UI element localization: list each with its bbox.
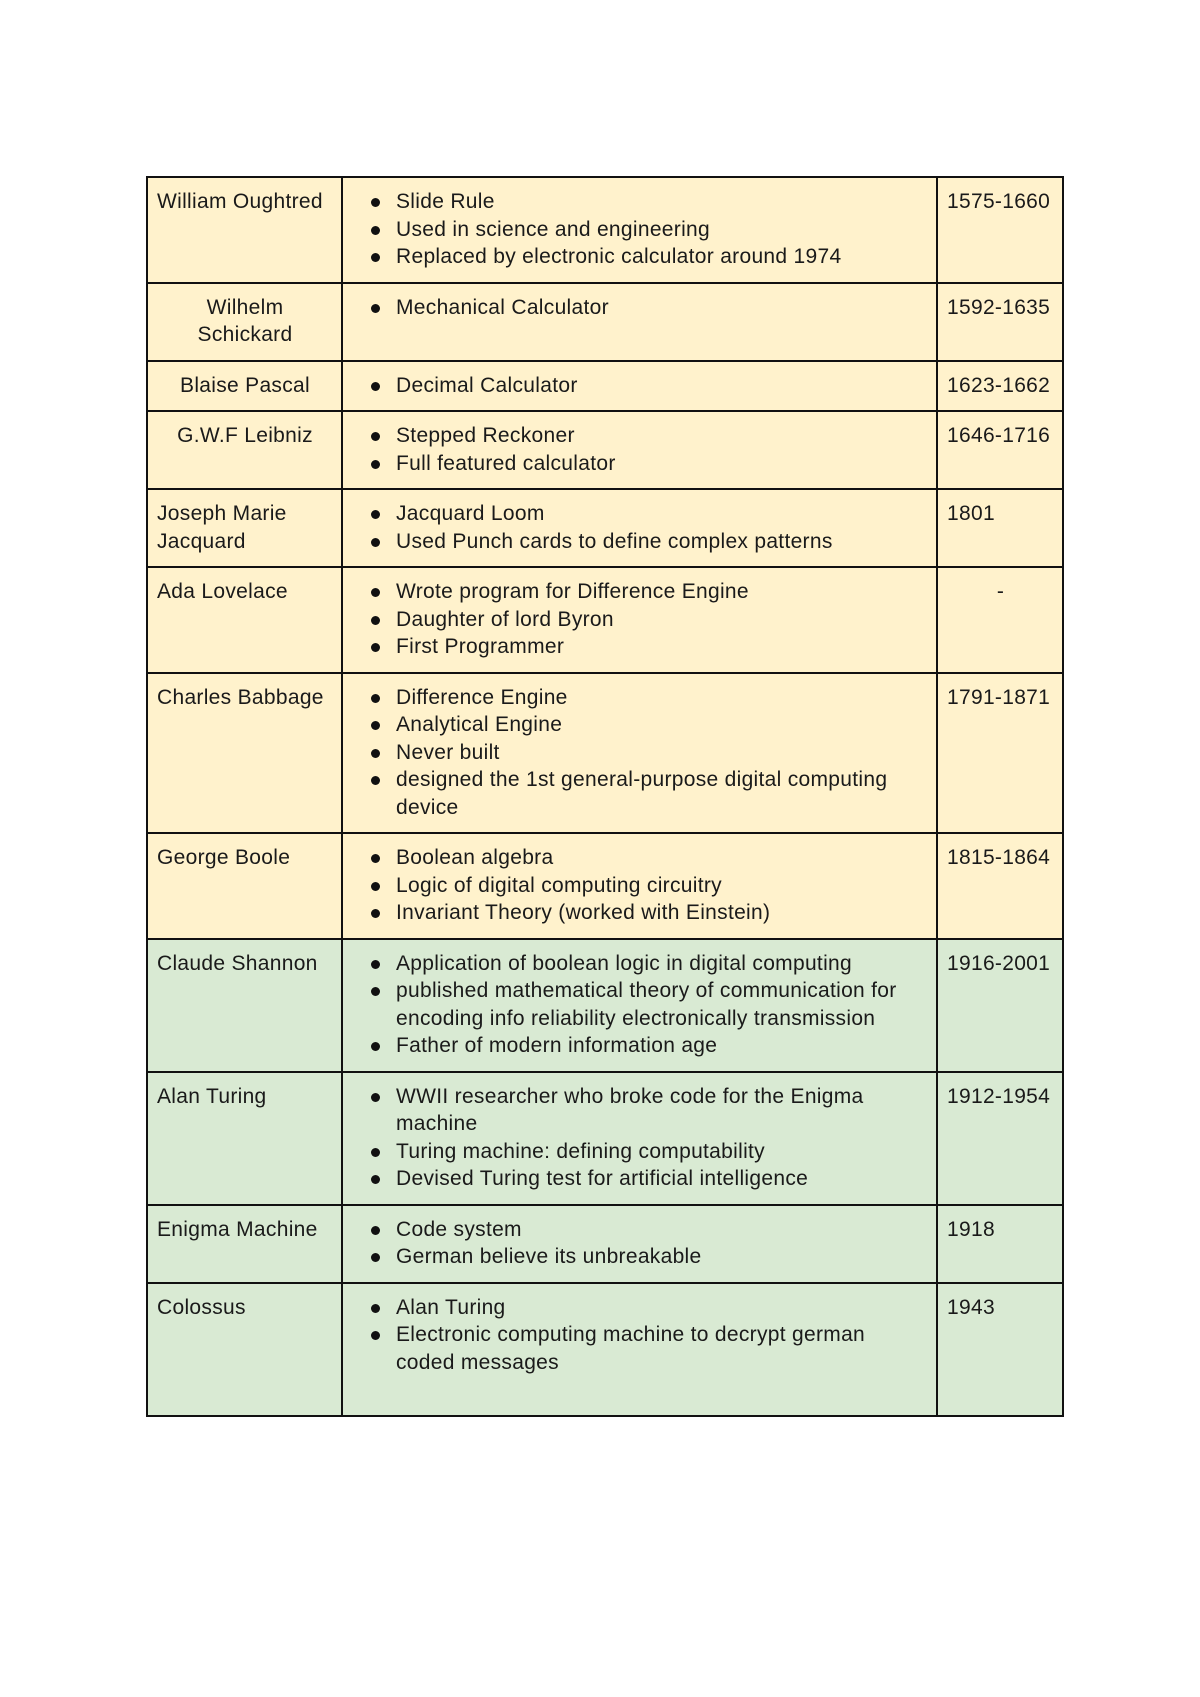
years-text: 1912-1954 (947, 1084, 1051, 1108)
table-row (147, 411, 1063, 489)
contribution-cell (342, 1072, 937, 1205)
list-item: Jacquard Loom (352, 500, 928, 528)
years-cell (937, 489, 1063, 567)
list-item: Invariant Theory (worked with Einstein) (352, 899, 928, 927)
person-name-cell: G.W.F Leibniz (147, 411, 342, 489)
years-cell (937, 567, 1063, 673)
contribution-cell (342, 673, 937, 834)
contribution-cell (342, 939, 937, 1072)
contribution-list (352, 1294, 928, 1377)
list-item: designed the 1st general-purpose digital computing device (352, 766, 928, 821)
contribution-list (352, 294, 928, 322)
contribution-list (352, 578, 928, 661)
contribution-cell (342, 567, 937, 673)
person-name-cell: Charles Babbage (147, 673, 342, 834)
table-body (147, 177, 1063, 1416)
table-row (147, 1205, 1063, 1283)
list-item: Wrote program for Difference Engine (352, 578, 928, 606)
years-cell (937, 939, 1063, 1072)
person-name-cell: Alan Turing (147, 1072, 342, 1205)
years-text: - (996, 580, 1005, 603)
person-name-cell: George Boole (147, 833, 342, 939)
contribution-list (352, 500, 928, 555)
contribution-cell (342, 283, 937, 361)
computing-history-table (146, 176, 1064, 1417)
contribution-list (352, 684, 928, 822)
contribution-list (352, 188, 928, 271)
person-name-cell: William Oughtred (147, 177, 342, 283)
contribution-list (352, 372, 928, 400)
years-cell (937, 177, 1063, 283)
contribution-cell (342, 411, 937, 489)
list-item: Daughter of lord Byron (352, 606, 928, 634)
list-item: published mathematical theory of communication for encoding info reliability electronically transmission (352, 977, 928, 1032)
years-text: 1916-2001 (947, 951, 1051, 975)
list-item: Never built (352, 739, 928, 767)
years-cell (937, 1205, 1063, 1283)
table-row (147, 833, 1063, 939)
person-name-cell: Claude Shannon (147, 939, 342, 1072)
person-name-cell: Enigma Machine (147, 1205, 342, 1283)
list-item: Stepped Reckoner (352, 422, 928, 450)
contribution-cell (342, 361, 937, 412)
years-text: 1623-1662 (947, 373, 1051, 397)
list-item: First Programmer (352, 633, 928, 661)
years-cell (937, 673, 1063, 834)
person-name-cell: Blaise Pascal (147, 361, 342, 412)
list-item: WWII researcher who broke code for the Enigma machine (352, 1083, 928, 1138)
contribution-cell (342, 1205, 937, 1283)
years-cell (937, 833, 1063, 939)
contribution-cell (342, 833, 937, 939)
years-text: 1575-1660 (947, 190, 1051, 213)
person-name-cell: Ada Lovelace (147, 567, 342, 673)
list-item: Analytical Engine (352, 711, 928, 739)
years-cell (937, 411, 1063, 489)
list-item: Application of boolean logic in digital computing (352, 950, 928, 978)
list-item: Full featured calculator (352, 450, 928, 478)
table-row (147, 283, 1063, 361)
list-item: Used in science and engineering (352, 216, 928, 244)
list-item: Replaced by electronic calculator around 1974 (352, 243, 928, 271)
contribution-cell (342, 177, 937, 283)
list-item: German believe its unbreakable (352, 1243, 928, 1271)
years-text: 1943 (947, 1295, 995, 1319)
person-name-cell: Colossus (147, 1283, 342, 1417)
list-item: Mechanical Calculator (352, 294, 928, 322)
table-row (147, 361, 1063, 412)
years-text: 1918 (947, 1217, 995, 1241)
list-item: Boolean algebra (352, 844, 928, 872)
table-row (147, 1283, 1063, 1417)
list-item: Turing machine: defining computability (352, 1138, 928, 1166)
table-row (147, 1072, 1063, 1205)
contribution-list (352, 422, 928, 477)
table-row (147, 567, 1063, 673)
contribution-list (352, 844, 928, 927)
person-name-cell: Joseph Marie Jacquard (147, 489, 342, 567)
table-row (147, 939, 1063, 1072)
list-item: Alan Turing (352, 1294, 928, 1322)
years-text: 1801 (947, 502, 995, 525)
years-text: 1646-1716 (947, 424, 1051, 447)
years-cell (937, 1072, 1063, 1205)
person-name-cell: Wilhelm Schickard (147, 283, 342, 361)
contribution-cell (342, 489, 937, 567)
list-item: Electronic computing machine to decrypt german coded messages (352, 1321, 928, 1376)
years-text: 1791-1871 (947, 685, 1051, 709)
list-item: Devised Turing test for artificial intelligence (352, 1165, 928, 1193)
list-item: Slide Rule (352, 188, 928, 216)
years-text: 1592-1635 (947, 295, 1051, 319)
table-row (147, 177, 1063, 283)
contribution-list (352, 1216, 928, 1271)
list-item: Code system (352, 1216, 928, 1244)
list-item: Decimal Calculator (352, 372, 928, 400)
contribution-cell (342, 1283, 937, 1417)
table-row (147, 673, 1063, 834)
list-item: Used Punch cards to define complex patterns (352, 528, 928, 556)
list-item: Difference Engine (352, 684, 928, 712)
years-cell (937, 283, 1063, 361)
list-item: Father of modern information age (352, 1032, 928, 1060)
list-item: Logic of digital computing circuitry (352, 872, 928, 900)
contribution-list (352, 1083, 928, 1193)
table-row (147, 489, 1063, 567)
years-cell (937, 1283, 1063, 1417)
years-cell (937, 361, 1063, 412)
contribution-list (352, 950, 928, 1060)
years-text: 1815-1864 (947, 846, 1051, 869)
